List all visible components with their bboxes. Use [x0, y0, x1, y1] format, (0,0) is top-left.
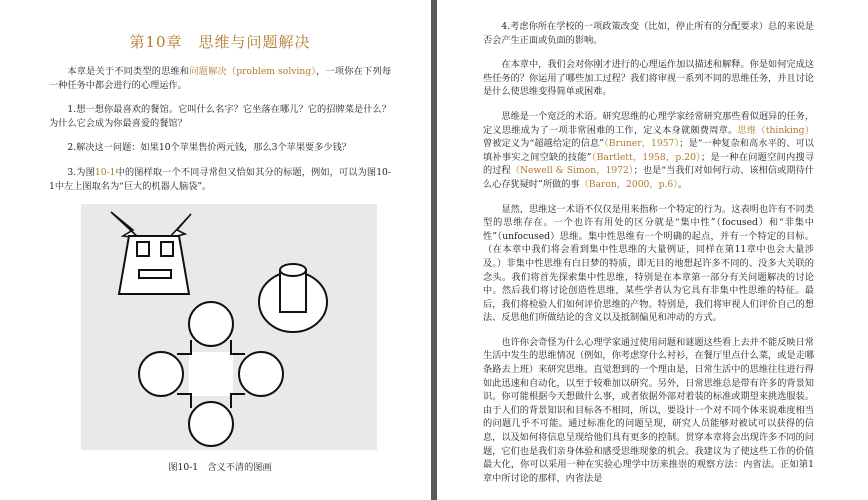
- intro-text-b: ，一项你在下列每一种任务中都会进行的心理运作。: [49, 66, 392, 91]
- citation-bruner[interactable]: （Bruner，1957）: [604, 138, 680, 150]
- robot-head-drawing: [111, 212, 191, 294]
- citation-bartlett[interactable]: （Bartlett，1958，p.20）: [591, 151, 702, 163]
- task-3-text-b: 中的图样取一个不同寻常但又恰如其分的标题，例如，可以为图10-1中左上图取名为“巨大的机器人脑袋”。: [49, 166, 391, 192]
- task-1: 1.想一想你最喜欢的餐馆。它叫什么名字？它坐落在哪儿？它的招牌菜是什么？为什么它会成为你最喜爱的餐馆？: [49, 104, 391, 129]
- definition-text-b: 曾被定义为“超越给定的信息”: [483, 138, 605, 150]
- task-2: 2.解决这一问题：如果10个苹果售价两元钱，那么3个苹果要多少钱？: [67, 142, 351, 154]
- figure-10-1: [81, 204, 377, 450]
- task-4: 4.考虑你所在学校的一项政策改变（比如，停止所有的分配要求）总的来说是否会产生正面或负面的影响。: [483, 21, 814, 46]
- chapter-overview-paragraph: 在本章中，我们会对你刚才进行的心理运作加以描述和解释。你是如何完成这些任务的？你运用了哪些加工过程？我们将审视一系列不同的思维任务，并且讨论是什么使思维变得简单或困难。: [483, 59, 814, 98]
- thinking-definition-paragraph: [483, 110, 814, 192]
- focused-thinking-paragraph: 显然，思维这一术语不仅仅是用来指称一个特定的行为。这表明也许有不同类型的思维存在。一个也许有用处的区分就是“集中性”（focused）和“非集中性”（unfocused）思维。集中性思维有一个明确的起点，并有一个特定的目标。（在本章中我们将会看到集中性思维的大量例证，同样在第11章中也会大量涉及。）非集中性思维有白日梦的特质，即无目的地想起许多不同的、没多大关联的念头。我们将首先探索集中性思维，特别是在本章第一部分有关问题解决的讨论中。然后我们将讨论创造性思维，某些学者认为它具有非集中性思维的特征。最后，我们将检验人们如何评价思维的产物。特别是，我们将审视人们评价自己的想法、反思他们所做结论的含义以及抵制偏见和冲动的方式。: [483, 203, 814, 324]
- cross-shape-drawing: [139, 302, 283, 446]
- everyday-thinking-paragraph: 也许你会奇怪为什么心理学家通过使用问题和谜题这些看上去并不能反映日常生活中发生的思维情况（例如，你考虑穿什么衬衫，在餐厅里点什么菜，或是走哪条路去上班）来研究思维。直觉想到的一个理由是，日常生活中的思维往往进行得如此迅速和自动化，以至于较难加以研究。另外，日常思维总是带有许多的背景知识。你可能根据今天想做什么事，或者依据外部对着装的标准或期望来挑选服装。由于人们的背景知识和目标各不相同，所以，要设计一个对不同个体来说难度相当的问题几乎不可能。通过标准化的问题呈现，研究人员能够对被试可以获得的信息，以及如何将信息呈现给他们具有更多的控制。贯穿本章将会出现许多不同的问题，它们也是我们亲身体验和感受思维现象的机会。我建议为了使这些工作的价值最大化，你可以采用一种在实验心理学中历来推崇的观察方法：内省法。正如第1章中所讨论的那样，内省法是: [483, 336, 814, 484]
- definition-text-f: ；也是“当我们对如何行动、该相信或期待什么心存犹疑时”所做的事: [483, 165, 814, 190]
- thinking-term: 思维（thinking）: [737, 124, 814, 136]
- problem-solving-term: 问题解决（problem solving）: [189, 66, 317, 77]
- definition-text-e: ；是一种在问题空间内搜寻的过程: [483, 151, 815, 177]
- intro-paragraph: [49, 65, 391, 92]
- task-3: [49, 166, 391, 193]
- right-book-page: [437, 0, 868, 500]
- ambiguous-drawings: [81, 204, 377, 450]
- citation-newell-simon[interactable]: （Newell & Simon，1972）: [510, 165, 634, 177]
- definition-text-d: ；是“一种复杂和高水平的、可以填补事实之间空缺的技能”: [483, 138, 814, 163]
- cylinder-drawing: [259, 264, 327, 332]
- citation-baron[interactable]: （Baron，2000，p.6）: [579, 178, 678, 190]
- chapter-title: 第10章 思维与问题解决: [129, 33, 311, 51]
- intro-text-a: 本章是关于不同类型的思维和: [67, 66, 190, 77]
- figure-caption: 图10-1 含义不清的图画: [168, 462, 272, 474]
- figure-link[interactable]: 10-1: [94, 166, 116, 178]
- task-3-text-a: 3.为图: [67, 166, 95, 178]
- definition-text-a: 思维是一个宽泛的术语。研究思维的心理学家经常研究那些看似迥异的任务，定义思维成为了一项非常困难的工作，定义本身就颇费周章。: [483, 110, 814, 136]
- left-book-page: [0, 0, 431, 500]
- definition-text-g: 。: [677, 178, 688, 190]
